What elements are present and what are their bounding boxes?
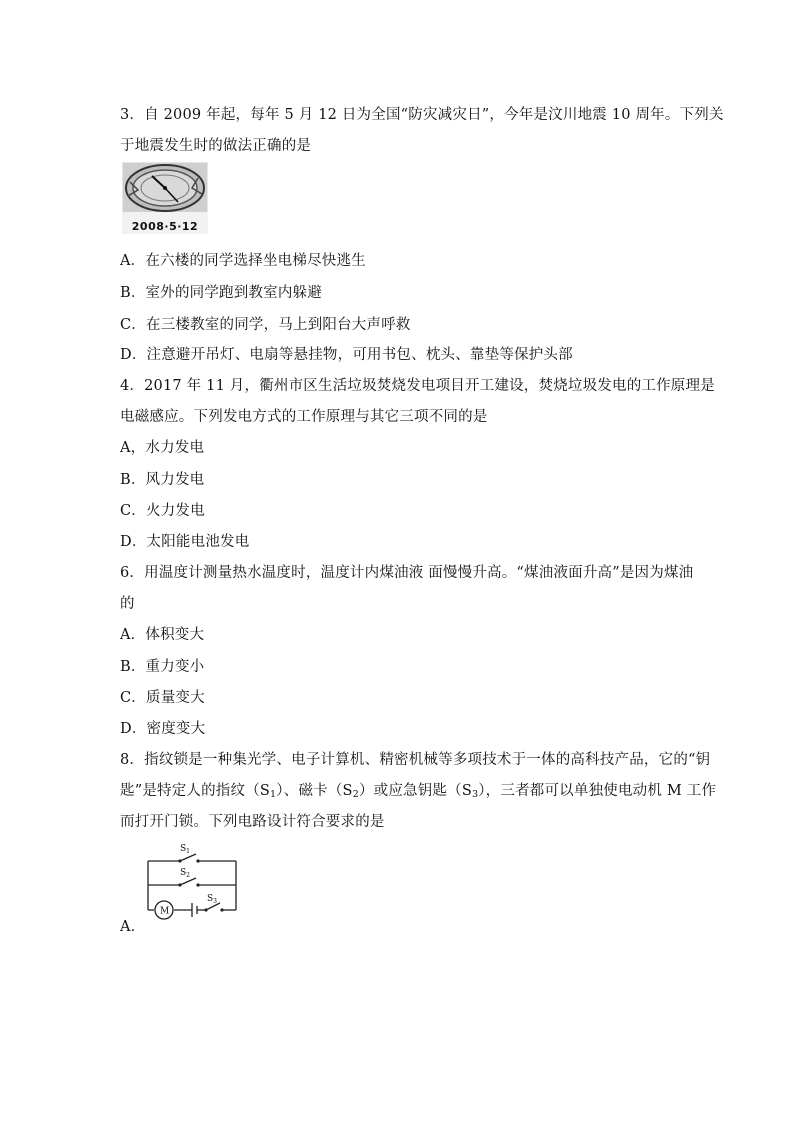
motor-label: M [160,906,170,917]
q6-stem-line1: 6．用温度计测量热水温度时，温度计内煤油液 面慢慢升高。“煤油液面升高”是因为煤油 [120,565,694,581]
q6-option-a: A．体积变大 [120,627,205,643]
switch-s2-label: $S_2$ [180,868,190,879]
q3-stem-line1: 3．自 2009 年起，每年 5 月 12 日为全国“防灾减灾日”，今年是汶川地震 10 周年。下列关 [120,107,724,123]
q4-option-d: D．太阳能电池发电 [120,534,250,550]
q8-stem-line3: 而打开门锁。下列电路设计符合要求的是 [120,814,385,830]
q3-stem-line2: 于地震发生时的做法正确的是 [120,138,312,154]
q6-option-c: C．质量变大 [120,690,205,706]
q4-option-a: A，水力发电 [120,440,205,456]
circuit-diagram-a [140,840,266,922]
clock-image-date-caption: 2008·5·12 [131,220,199,233]
q4-option-b: B．风力发电 [120,472,205,488]
q8-option-a-label: A． [120,919,146,935]
q8-stem-line1: 8．指纹锁是一种集光学、电子计算机、精密机械等多项技术于一体的高科技产品，它的“钥 [120,752,711,768]
q3-option-d: D．注意避开吊灯、电扇等悬挂物，可用书包、枕头、靠垫等保护头部 [120,347,573,363]
q3-option-b: B．室外的同学跑到教室内躲避 [120,285,322,301]
earthquake-clock-image [122,162,208,234]
q3-option-a: A．在六楼的同学选择坐电梯尽快逃生 [120,253,366,269]
switch-s1-label: $S_1$ [180,844,190,855]
q4-stem-line1: 4．2017 年 11 月，衢州市区生活垃圾焚烧发电项目开工建设，焚烧垃圾发电的工作原理是 [120,378,715,394]
q6-stem-line2: 的 [120,596,135,612]
q4-option-c: C．火力发电 [120,503,205,519]
q6-option-b: B．重力变小 [120,659,205,675]
q3-option-c: C．在三楼教室的同学，马上到阳台大声呼救 [120,317,411,333]
q6-option-d: D．密度变大 [120,721,206,737]
switch-s3-label: $S_3$ [207,894,217,905]
q8-stem-line2: 匙”是特定人的指纹$(S_1)$、磁卡$(S_2)$或应急钥匙$(S_3)$，三者都可以单独使电动机 M 工作 [120,783,717,800]
q4-stem-line2: 电磁感应。下列发电方式的工作原理与其它三项不同的是 [120,409,488,425]
